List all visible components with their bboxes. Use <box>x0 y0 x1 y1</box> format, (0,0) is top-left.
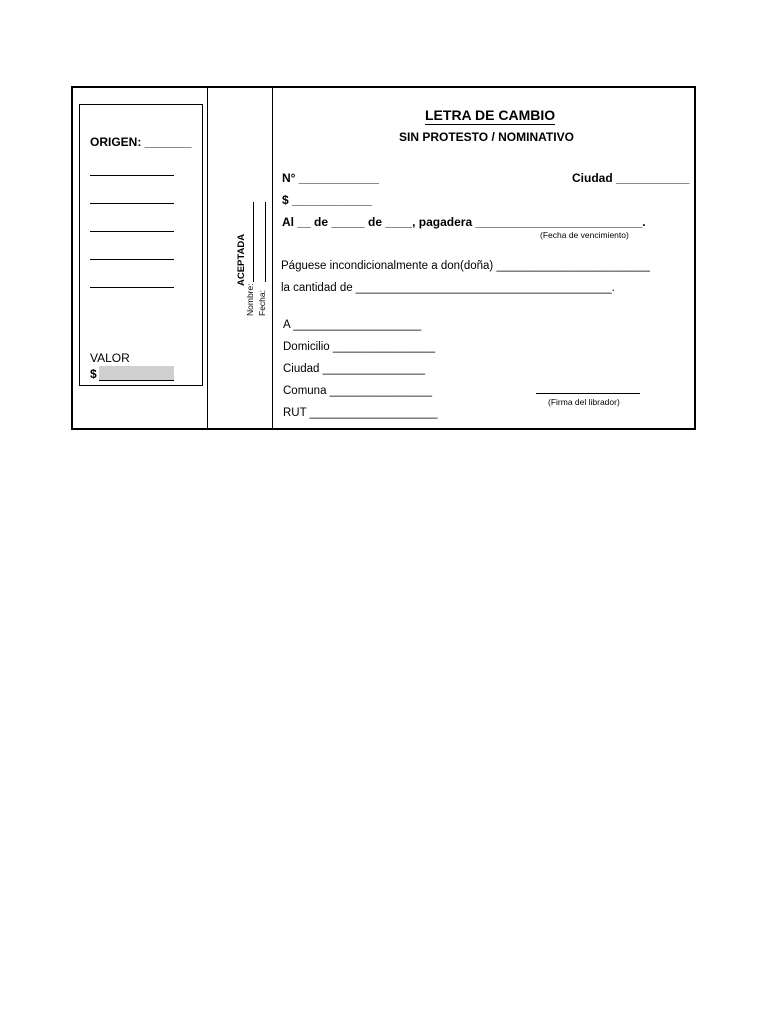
number-field[interactable]: N° ____________ <box>282 171 379 185</box>
aceptada-label: ACEPTADA <box>236 233 247 286</box>
drawee-city-field[interactable]: Ciudad ________________ <box>283 363 425 375</box>
form-title: LETRA DE CAMBIO <box>425 107 556 123</box>
nombre-signature-line[interactable] <box>253 202 254 282</box>
due-date-line[interactable]: Al __ de _____ de ____, pagadera _________________________. <box>282 215 646 229</box>
bill-of-exchange-form <box>71 86 696 430</box>
city-field[interactable]: Ciudad ___________ <box>572 171 690 185</box>
payee-line[interactable]: Páguese incondicionalmente a don(doña) ________________________ <box>281 260 650 272</box>
signature-caption: (Firma del librador) <box>548 397 620 407</box>
stub-blank-line[interactable] <box>90 175 174 176</box>
valor-currency: $ <box>90 367 97 381</box>
nombre-label: Nombre: <box>245 283 255 316</box>
amount-field[interactable]: $ ____________ <box>282 193 373 207</box>
origen-field[interactable]: ORIGEN: _______ <box>90 135 192 149</box>
form-subtitle: SIN PROTESTO / NOMINATIVO <box>399 130 574 144</box>
stub-divider <box>207 88 208 428</box>
drawee-rut-field[interactable]: RUT ____________________ <box>283 407 438 419</box>
stub-blank-line[interactable] <box>90 203 174 204</box>
valor-label: VALOR <box>90 351 130 365</box>
acceptance-divider <box>272 88 273 428</box>
stub-panel <box>79 104 203 386</box>
stub-blank-line[interactable] <box>90 231 174 232</box>
valor-input[interactable] <box>99 366 174 381</box>
stub-blank-line[interactable] <box>90 259 174 260</box>
drawee-address-field[interactable]: Domicilio ________________ <box>283 341 436 353</box>
drawee-name-field[interactable]: A ____________________ <box>283 319 422 331</box>
stub-blank-line[interactable] <box>90 287 174 288</box>
due-date-caption: (Fecha de vencimiento) <box>540 230 629 240</box>
drawer-signature-line[interactable] <box>536 393 640 394</box>
drawee-comuna-field[interactable]: Comuna ________________ <box>283 385 432 397</box>
amount-words-line[interactable]: la cantidad de ________________________________________. <box>281 282 615 294</box>
fecha-label: Fecha: <box>257 290 267 316</box>
fecha-line[interactable] <box>265 202 266 282</box>
